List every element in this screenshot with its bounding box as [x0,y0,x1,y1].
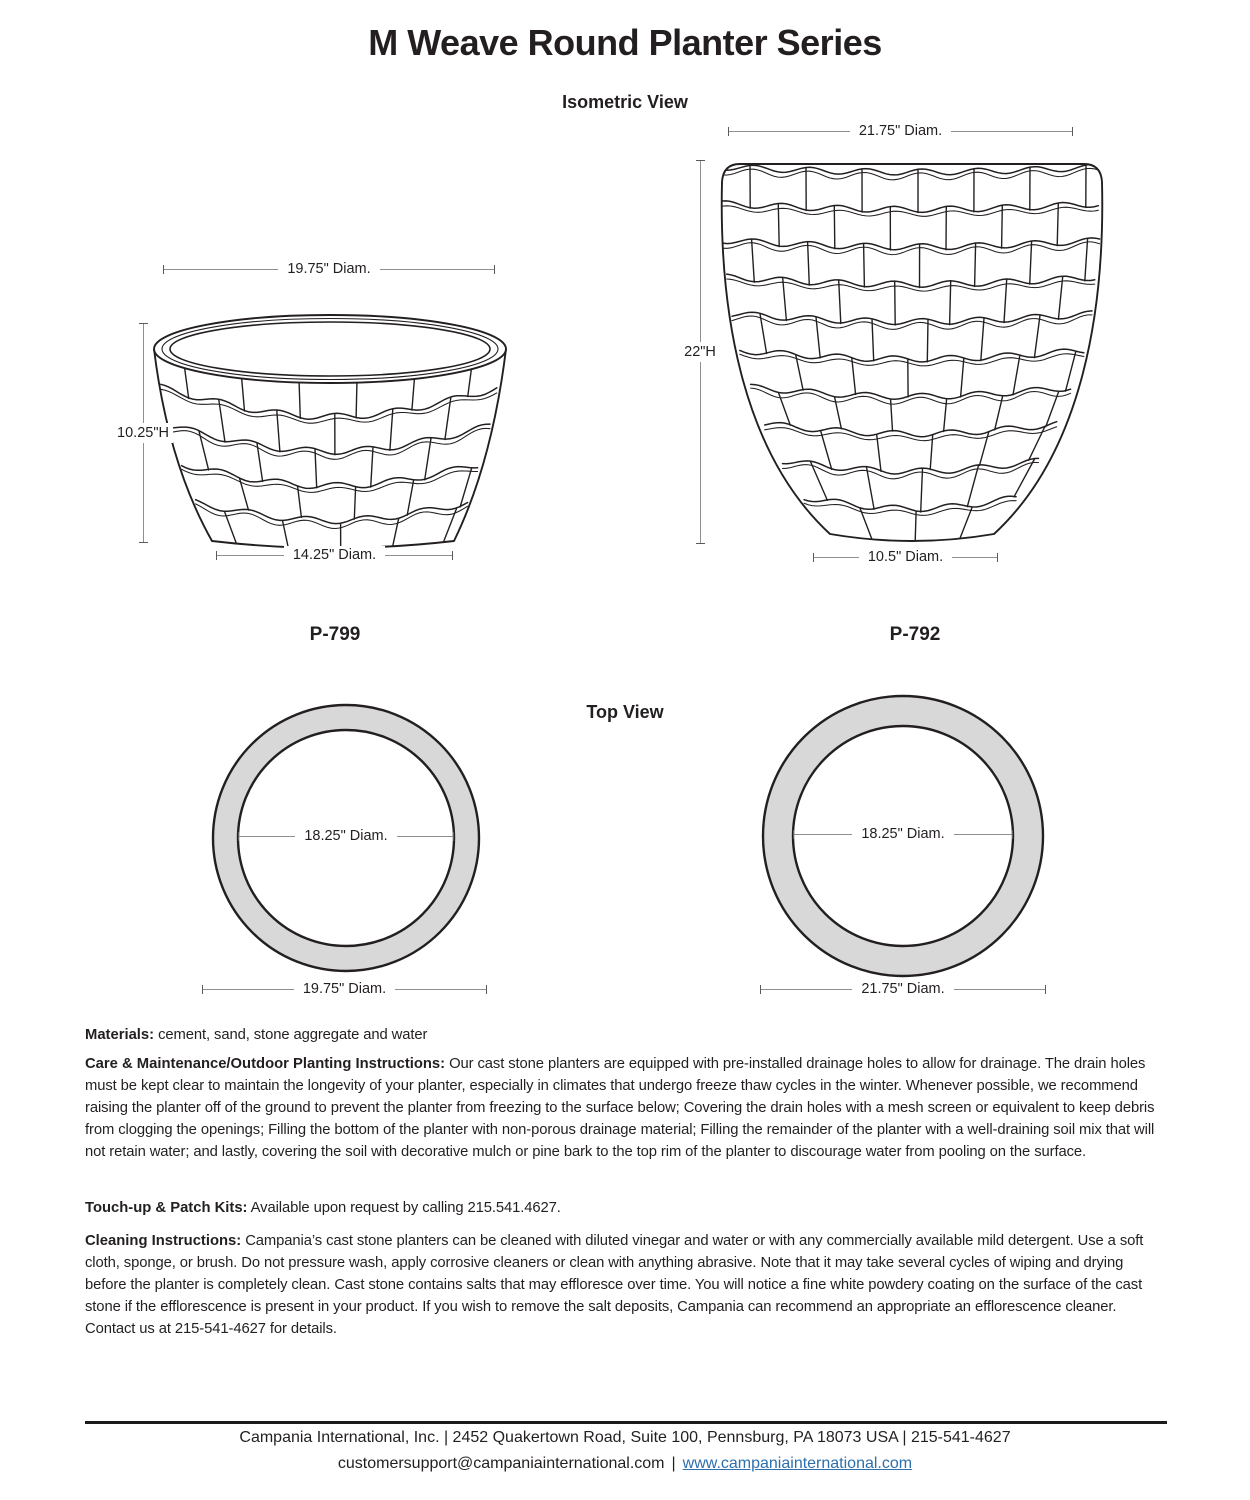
care-maintenance-label: Care & Maintenance/Outdoor Planting Instructions: [85,1056,446,1072]
p799-top-diameter-dimension [163,261,495,277]
p799-bottom-diameter-dimension [216,547,453,563]
cleaning-paragraph [85,1230,1167,1340]
p792-height-label: 22"H [680,342,720,362]
dimension-tick [728,127,729,136]
dimension-tick [453,832,454,841]
p799-planter-svg [148,303,512,555]
touchup-label: Touch-up & Patch Kits: [85,1200,248,1216]
dimension-tick [760,985,761,994]
materials-text: cement, sand, stone aggregate and water [154,1027,428,1043]
footer-separator: | [671,1455,676,1472]
p792-planter-svg [712,156,1112,550]
p799-isometric-drawing [148,303,512,555]
p799-bottom-diameter-label: 14.25" Diam. [284,546,385,564]
cleaning-label: Cleaning Instructions: [85,1233,242,1249]
dimension-tick [238,832,239,841]
dimension-tick [139,323,148,324]
p792-model-label: P-792 [889,624,941,645]
dimension-tick [1045,985,1046,994]
isometric-view-label: Isometric View [562,92,688,112]
footer-contact [0,1455,1250,1473]
p792-topview-inner-label: 18.25" Diam. [852,825,953,843]
p792-bottom-diameter-label: 10.5" Diam. [859,548,952,566]
p799-topview-outer-label: 19.75" Diam. [294,980,395,998]
p799-topview-outer-dimension [202,981,487,997]
p799-height-label: 10.25"H [113,423,173,443]
p799-topview-inner-dimension [238,828,454,844]
p792-topview-outer-dimension [760,981,1046,997]
p792-top-diameter-label: 21.75" Diam. [850,122,951,140]
dimension-tick [997,553,998,562]
dimension-tick [163,265,164,274]
page-title: M Weave Round Planter Series [368,22,882,63]
p792-bottom-diameter-dimension [813,549,998,565]
p792-isometric-drawing [712,156,1112,550]
p792-topview-inner-dimension [793,826,1013,842]
dimension-tick [813,553,814,562]
footer-email: customersupport@campaniainternational.com [337,1455,665,1472]
materials-label: Materials: [85,1027,155,1043]
top-view-label: Top View [586,702,664,722]
dimension-tick [1012,830,1013,839]
dimension-tick [1072,127,1073,136]
p799-top-diameter-label: 19.75" Diam. [278,260,379,278]
dimension-tick [696,160,705,161]
dimension-tick [494,265,495,274]
footer-website-link[interactable]: www.campaniainternational.com [682,1455,913,1472]
footer-address: Campania International, Inc. | 2452 Quakertown Road, Suite 100, Pennsburg, PA 18073 USA | 215-541-4627 [239,1429,1011,1446]
dimension-tick [696,543,705,544]
dimension-tick [452,551,453,560]
p799-height-dimension [117,323,169,543]
dimension-tick [202,985,203,994]
p799-model-label: P-799 [309,624,361,645]
care-maintenance-text: Our cast stone planters are equipped with pre-installed drainage holes to allow for drainage. The drain holes must be kept clear to maintain the longevity of your planter, especially in climates that undergo freeze thaw cycles in the winter. Whenever possible, we recommend raising the planter off of the ground to prevent the planter from freezing to the surface below; Covering the drain holes with a mesh screen or equivalent to keep debris from clogging the openings; Filling the bottom of the planter with non-porous drainage material; Filling the remainder of the planter with a well-draining soil mix that will not retain water; and lastly, covering the soil with decorative mulch or pine bark to the top rim of the planter to discourage water from pooling on the surface. [85,1056,1155,1160]
footer-divider [85,1421,1167,1424]
touchup-paragraph [85,1197,1167,1219]
p792-height-dimension [684,160,716,544]
care-maintenance-paragraph [85,1053,1167,1163]
touchup-text: Available upon request by calling 215.541.4627. [247,1200,561,1216]
dimension-tick [216,551,217,560]
cleaning-text: Campania’s cast stone planters can be cleaned with diluted vinegar and water or with any commercially available mild detergent. Use a soft cloth, sponge, or brush. Do not pressure wash, apply corrosive cleaners or clean with anything abrasive. Note that it may take several cycles of wiping and drying before the planter is completely clean. Cast stone contains salts that may effloresce over time. You will notice a fine white powdery coating on the surface of the cast stone if the efflorescence is present in your product. If you wish to remove the salt deposits, Campania can recommend an appropriate an efflorescence cleaner. Contact us at 215-541-4627 for details. [85,1233,1144,1337]
dimension-tick [139,542,148,543]
p792-top-diameter-dimension [728,123,1073,139]
dimension-tick [793,830,794,839]
dimension-tick [486,985,487,994]
p799-topview-inner-label: 18.25" Diam. [295,827,396,845]
p792-topview-outer-label: 21.75" Diam. [852,980,953,998]
materials-paragraph [85,1024,1167,1046]
